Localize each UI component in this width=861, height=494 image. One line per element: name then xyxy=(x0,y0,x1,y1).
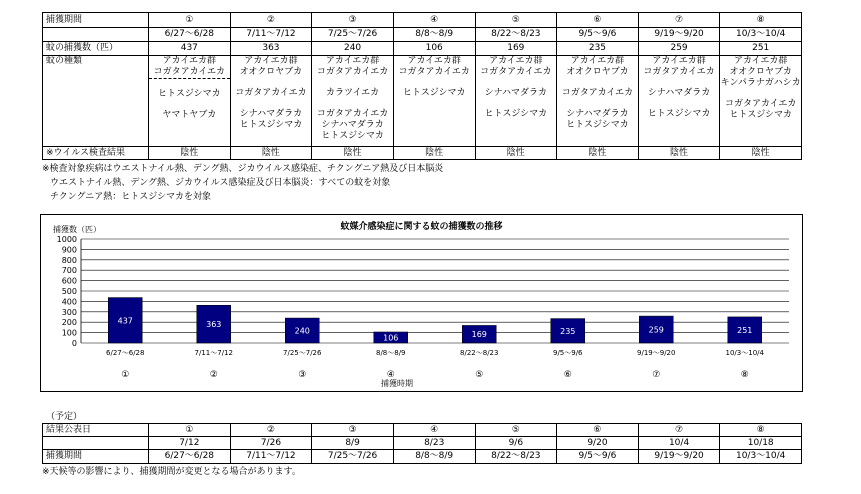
chart-title: 蚊媒介感染症に関する蚊の捕獲数の推移 xyxy=(340,222,503,232)
species-item: コガタアカイエカ xyxy=(480,67,552,77)
schedule-num: ⑥ xyxy=(557,424,639,437)
species-cell xyxy=(393,56,475,147)
spacer xyxy=(394,78,475,88)
x-tick-label: 7/25～7/26 xyxy=(283,349,322,357)
bar-value-label: 259 xyxy=(648,325,664,335)
species-header: 蚊の種類 xyxy=(43,56,149,147)
species-cell xyxy=(230,56,312,147)
x-tick-label: 9/19～9/20 xyxy=(637,349,676,357)
spacer xyxy=(149,79,230,89)
species-item: シナハマダラカ xyxy=(239,109,303,119)
count-header: 蚊の捕獲数（匹） xyxy=(43,42,149,56)
species-cell xyxy=(312,56,394,147)
y-tick-label: 1000 xyxy=(56,235,77,244)
x-marker-label: ⑧ xyxy=(740,370,749,380)
x-tick-label: 7/11～7/12 xyxy=(194,349,233,357)
result-cell: 陰性 xyxy=(557,147,639,160)
species-item: ヒトスジシマカ xyxy=(647,109,711,119)
species-item: カラツイエカ xyxy=(325,88,380,98)
species-item: シナハマダラカ xyxy=(647,88,711,98)
count-cell: 106 xyxy=(393,42,475,56)
species-item: コガタアカイエカ xyxy=(235,88,307,98)
col-num: ③ xyxy=(312,13,394,28)
y-tick-label: 600 xyxy=(61,276,77,286)
result-cell: 陰性 xyxy=(393,147,475,160)
schedule-date: 10/18 xyxy=(720,437,802,450)
y-tick-label: 0 xyxy=(71,339,77,348)
y-tick-label: 900 xyxy=(61,245,77,255)
bar-value-label: 363 xyxy=(206,320,222,330)
x-tick-label: 6/27～6/28 xyxy=(106,349,145,357)
bar-value-label: 240 xyxy=(294,326,310,336)
count-cell: 363 xyxy=(230,42,312,56)
species-item: アカイエカ群 xyxy=(489,56,543,66)
species-item: シナハマダラカ xyxy=(484,88,548,98)
species-item: ヒトスジシマカ xyxy=(402,88,466,98)
schedule-period: 6/27～6/28 xyxy=(149,450,231,464)
col-num: ② xyxy=(230,13,312,28)
spacer xyxy=(312,78,393,88)
count-cell: 240 xyxy=(312,42,394,56)
spacer xyxy=(557,78,638,88)
note-line-3: チクングニア熱：ヒトスジシマカを対象 xyxy=(50,192,211,202)
schedule-period: 9/19～9/20 xyxy=(638,450,720,464)
period-cell: 7/11～7/12 xyxy=(230,28,312,42)
schedule-date: 9/20 xyxy=(557,437,639,450)
spacer xyxy=(720,89,801,99)
species-item: ヒトスジシマカ xyxy=(157,89,221,99)
bar-chart xyxy=(41,215,802,391)
x-marker-label: ④ xyxy=(386,370,395,380)
results-table xyxy=(42,12,802,160)
bar-value-label: 235 xyxy=(560,326,576,336)
schedule-date: 10/4 xyxy=(638,437,720,450)
col-num: ⑧ xyxy=(720,13,802,28)
publish-date-header: 結果公表日 xyxy=(43,424,149,437)
species-item: ヒトスジシマカ xyxy=(239,120,303,130)
col-num: ⑥ xyxy=(557,13,639,28)
schedule-date: 7/26 xyxy=(230,437,312,450)
species-item: コガタアカイエカ xyxy=(725,99,797,109)
bar-value-label: 169 xyxy=(471,330,487,340)
period-cell: 7/25～7/26 xyxy=(312,28,394,42)
note-line-2: ウエストナイル熱、デング熱、ジカウイルス感染症及び日本脳炎：すべての蚊を対象 xyxy=(50,178,391,188)
schedule-num: ② xyxy=(230,424,312,437)
count-cell: 259 xyxy=(638,42,720,56)
species-item: ヒトスジシマカ xyxy=(566,120,629,130)
result-cell: 陰性 xyxy=(475,147,557,160)
x-marker-label: ⑦ xyxy=(652,370,661,380)
result-cell: 陰性 xyxy=(149,147,231,160)
spacer xyxy=(149,100,230,110)
x-tick-label: 9/5～9/6 xyxy=(552,349,583,357)
schedule-footnote: ※天候等の影響により、捕獲期間が変更となる場合があります。 xyxy=(42,467,301,477)
species-item: ヤマトヤブカ xyxy=(162,110,217,120)
schedule-date: 8/9 xyxy=(312,437,394,450)
schedule-period: 10/3～10/4 xyxy=(720,450,802,464)
species-item: アカイエカ群 xyxy=(325,56,380,66)
species-item: コガタアカイエカ xyxy=(643,67,715,77)
schedule-period: 8/8～8/9 xyxy=(393,450,475,464)
species-item: アカイエカ群 xyxy=(407,56,461,66)
result-header: ※ウイルス検査結果 xyxy=(43,147,149,160)
col-num: ④ xyxy=(393,13,475,28)
species-cell xyxy=(720,56,802,147)
x-marker-label: ⑥ xyxy=(563,370,572,380)
capture-period-header: 捕獲期間 xyxy=(43,450,149,464)
species-item: アカイエカ群 xyxy=(734,56,788,66)
x-tick-label: 8/22～8/23 xyxy=(460,349,499,357)
schedule-date: 8/23 xyxy=(393,437,475,450)
period-cell: 9/19～9/20 xyxy=(638,28,720,42)
schedule-num: ③ xyxy=(312,424,394,437)
period-cell: 10/3～10/4 xyxy=(720,28,802,42)
schedule-date: 9/6 xyxy=(475,437,557,450)
schedule-num: ⑤ xyxy=(475,424,557,437)
species-item: ヒトスジシマカ xyxy=(321,131,384,141)
empty-cell xyxy=(43,28,149,42)
schedule-period: 9/5～9/6 xyxy=(557,450,639,464)
species-item: キンパラナガハシカ xyxy=(720,78,801,88)
species-item: コガタアカイエカ xyxy=(398,67,470,77)
y-tick-label: 800 xyxy=(61,255,77,265)
col-num: ⑤ xyxy=(475,13,557,28)
species-item: アカイエカ群 xyxy=(570,56,625,66)
bar-value-label: 437 xyxy=(117,316,133,326)
schedule-num: ⑧ xyxy=(720,424,802,437)
y-tick-label: 400 xyxy=(61,297,77,307)
result-cell: 陰性 xyxy=(638,147,720,160)
spacer xyxy=(639,99,720,109)
schedule-period: 7/11～7/12 xyxy=(230,450,312,464)
species-item: ヒトスジシマカ xyxy=(484,109,548,119)
schedule-date: 7/12 xyxy=(149,437,231,450)
y-tick-label: 300 xyxy=(61,307,77,317)
species-item: ヒトスジシマカ xyxy=(729,110,793,120)
spacer xyxy=(639,78,720,88)
result-cell: 陰性 xyxy=(312,147,394,160)
species-item: コガタアカイエカ xyxy=(149,67,230,79)
result-cell: 陰性 xyxy=(720,147,802,160)
species-item: シナハマダラカ xyxy=(321,120,384,130)
y-tick-label: 500 xyxy=(61,287,77,296)
y-axis-label: 捕獲数（匹） xyxy=(53,225,101,234)
schedule-num: ④ xyxy=(393,424,475,437)
species-item: アカイエカ群 xyxy=(244,56,298,66)
x-marker-label: ⑤ xyxy=(475,370,484,380)
count-cell: 169 xyxy=(475,42,557,56)
schedule-period: 7/25～7/26 xyxy=(312,450,394,464)
y-tick-label: 200 xyxy=(61,318,77,328)
bar-value-label: 251 xyxy=(737,325,753,335)
period-header: 捕獲期間 xyxy=(43,13,149,28)
x-tick-label: 10/3～10/4 xyxy=(725,349,764,357)
x-marker-label: ① xyxy=(121,370,130,380)
species-cell xyxy=(149,56,231,147)
spacer xyxy=(312,99,393,109)
schedule-num: ⑦ xyxy=(638,424,720,437)
chart-area xyxy=(40,214,803,392)
period-cell: 6/27～6/28 xyxy=(149,28,231,42)
species-item: コガタアカイエカ xyxy=(316,109,389,119)
spacer xyxy=(476,99,557,109)
species-item: オオクロヤブカ xyxy=(566,67,629,77)
species-cell xyxy=(475,56,557,147)
schedule-table xyxy=(42,423,802,464)
species-item: オオクロヤブカ xyxy=(239,67,303,77)
species-item: オオクロヤブカ xyxy=(729,67,792,77)
spacer xyxy=(231,78,312,88)
schedule-num: ① xyxy=(149,424,231,437)
y-tick-label: 700 xyxy=(61,266,77,276)
x-marker-label: ② xyxy=(209,370,218,380)
species-item: コガタアカイエカ xyxy=(316,67,389,77)
col-num: ⑦ xyxy=(638,13,720,28)
species-item: アカイエカ群 xyxy=(162,56,216,66)
col-num: ① xyxy=(149,13,231,28)
species-item: アカイエカ群 xyxy=(652,56,706,66)
empty-cell xyxy=(43,437,149,450)
schedule-heading: （予定） xyxy=(46,412,83,422)
period-cell: 9/5～9/6 xyxy=(557,28,639,42)
count-cell: 235 xyxy=(557,42,639,56)
schedule-period: 8/22～8/23 xyxy=(475,450,557,464)
y-tick-label: 100 xyxy=(61,328,77,338)
spacer xyxy=(231,99,312,109)
note-line-1: ※検査対象疾病はウエストナイル熱、デング熱、ジカウイルス感染症、チクングニア熱及び日本脳炎 xyxy=(42,164,444,174)
spacer xyxy=(557,99,638,109)
count-cell: 251 xyxy=(720,42,802,56)
species-item: コガタアカイエカ xyxy=(561,88,634,98)
species-cell xyxy=(638,56,720,147)
x-marker-label: ③ xyxy=(298,370,307,380)
period-cell: 8/22～8/23 xyxy=(475,28,557,42)
species-item: シナハマダラカ xyxy=(566,109,629,119)
count-cell: 437 xyxy=(149,42,231,56)
x-axis-label: 捕獲時期 xyxy=(381,379,413,388)
species-cell xyxy=(557,56,639,147)
spacer xyxy=(476,78,557,88)
x-tick-label: 8/8～8/9 xyxy=(375,349,406,357)
result-cell: 陰性 xyxy=(230,147,312,160)
period-cell: 8/8～8/9 xyxy=(393,28,475,42)
bar-value-label: 106 xyxy=(383,333,399,343)
